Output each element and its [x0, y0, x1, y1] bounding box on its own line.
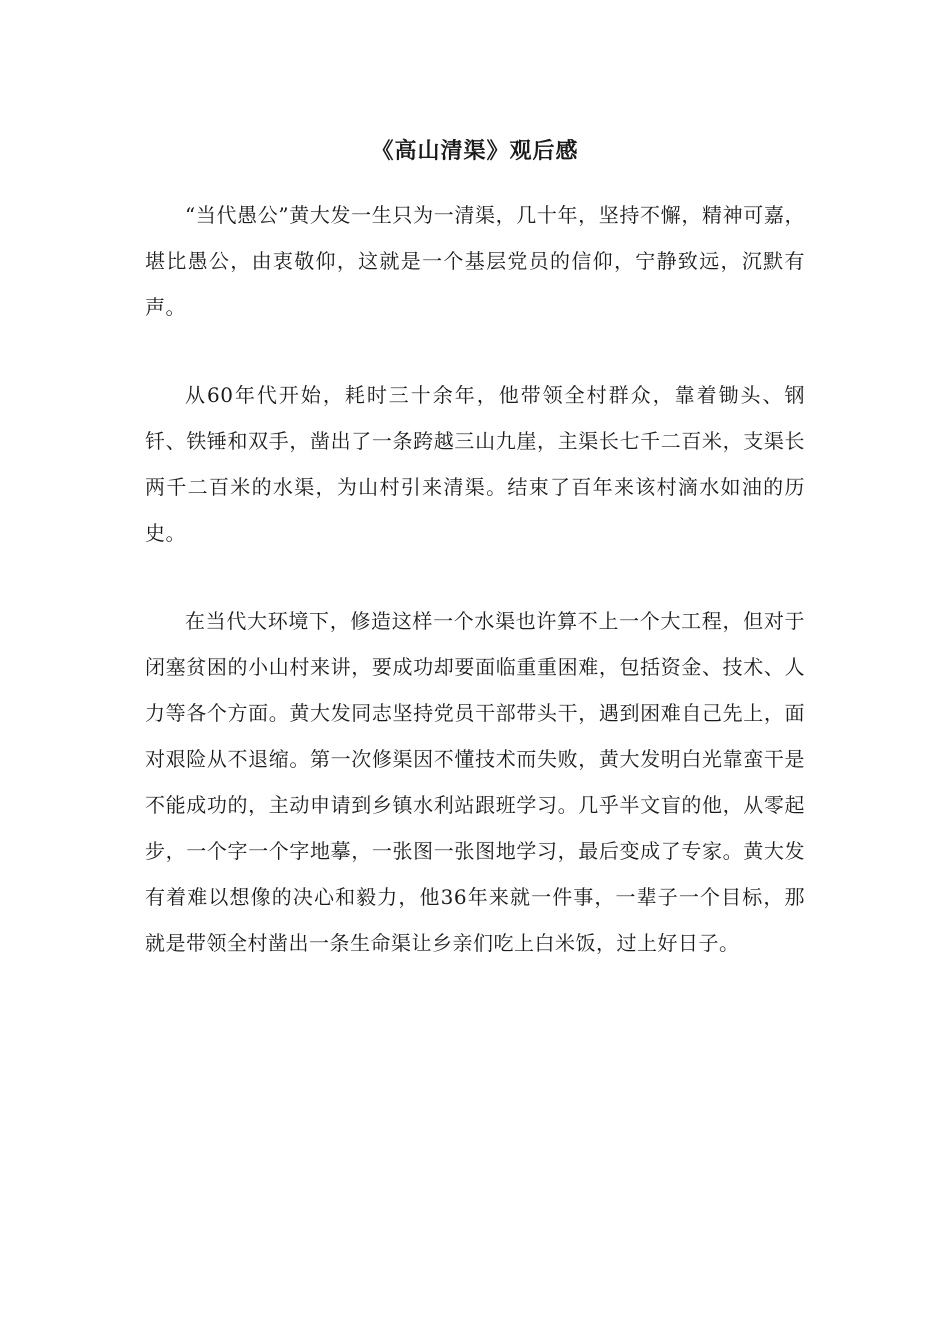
paragraph-2: 从60年代开始，耗时三十余年，他带领全村群众，靠着锄头、钢钎、铁锤和双手，凿出了一条跨越三山九崖，主渠长七千二百米，支渠长两千二百米的水渠，为山村引来清渠。结束了百年来该村滴水如油的历史。	[145, 383, 805, 545]
paragraph-1: “当代愚公”黄大发一生只为一清渠，几十年，坚持不懈，精神可嘉，堪比愚公，由衷敬仰，这就是一个基层党员的信仰，宁静致远，沉默有声。	[145, 203, 805, 319]
document-body	[145, 192, 805, 1008]
document-title: 《高山清渠》观后感	[371, 138, 579, 164]
paragraph-3: 在当代大环境下，修造这样一个水渠也许算不上一个大工程，但对于闭塞贫困的小山村来讲，要成功却要面临重重困难，包括资金、技术、人力等各个方面。黄大发同志坚持党员干部带头干，遇到困难自己先上，面对艰险从不退缩。第一次修渠因不懂技术而失败，黄大发明白光靠蛮干是不能成功的，主动申请到乡镇水利站跟班学习。几乎半文盲的他，从零起步，一个字一个字地摹，一张图一张图地学习，最后变成了专家。黄大发有着难以想像的决心和毅力，他36年来就一件事，一辈子一个目标，那就是带领全村凿出一条生命渠让乡亲们吃上白米饭，过上好日子。	[145, 609, 805, 955]
